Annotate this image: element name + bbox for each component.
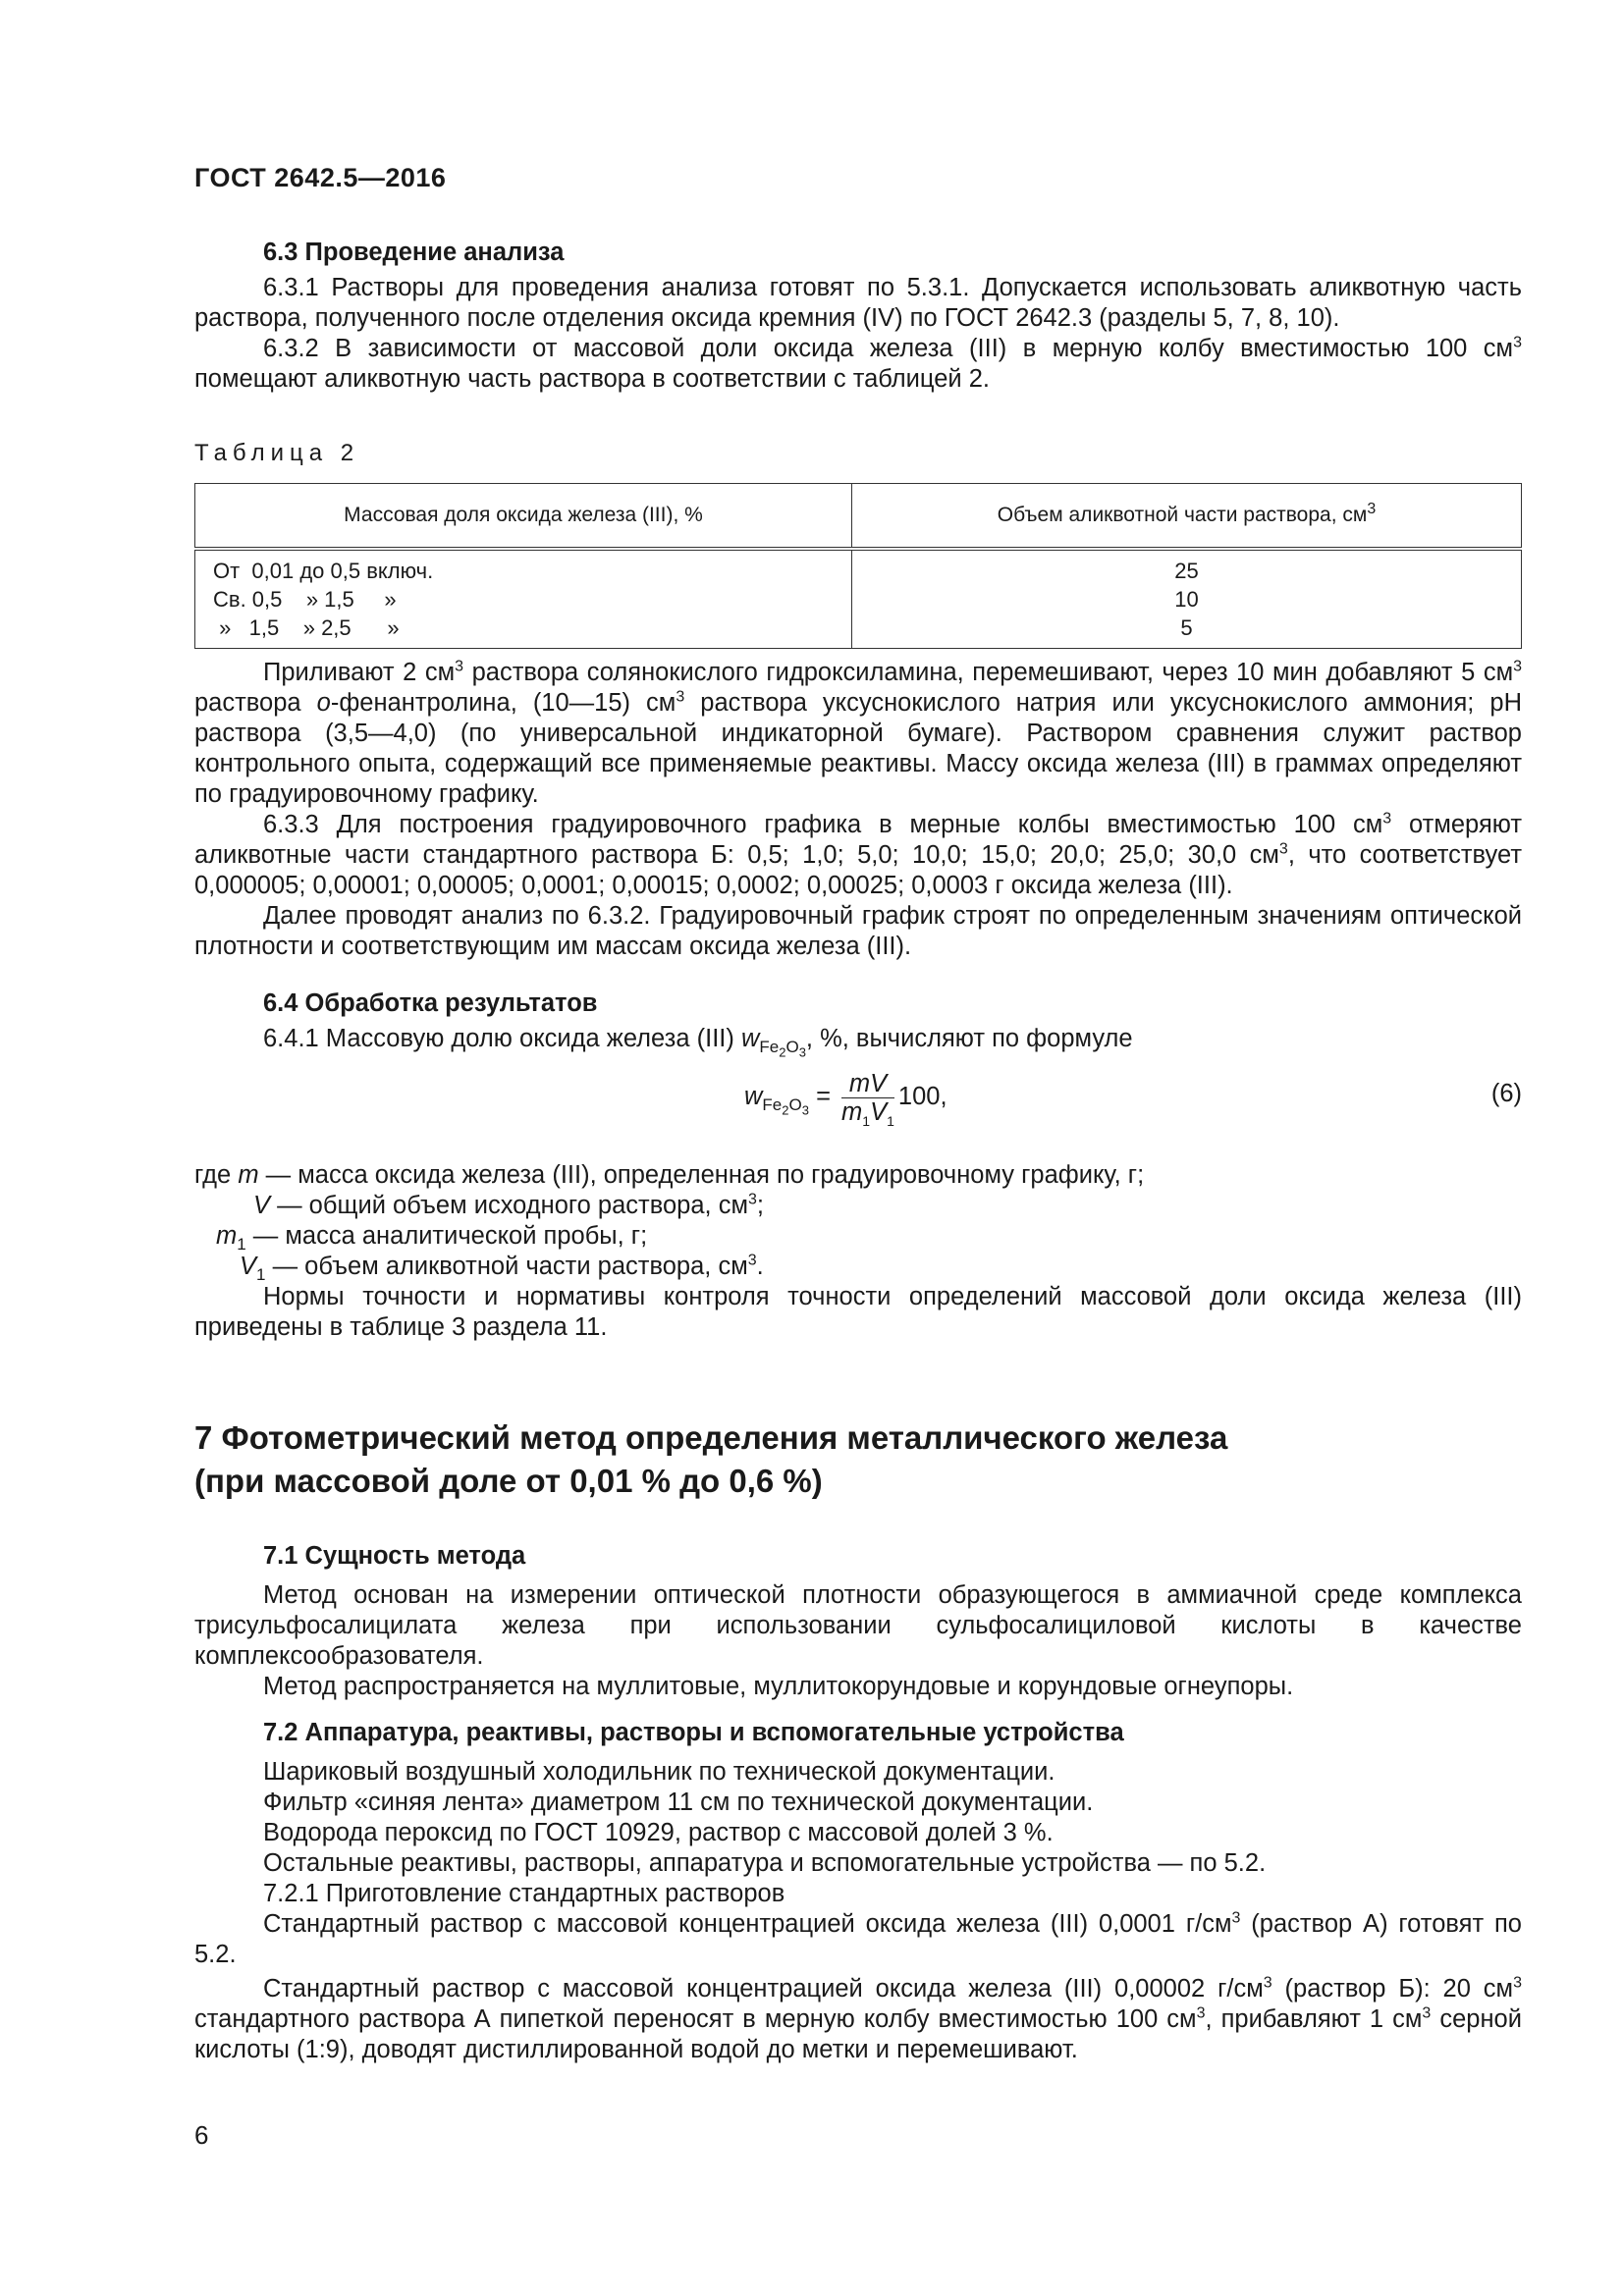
text-span: , %, вычисляют по формуле: [805, 1025, 1133, 1052]
table-cell: 10: [1174, 587, 1199, 612]
formula-lhs: w: [744, 1083, 763, 1111]
formula-tail: 100,: [897, 1083, 947, 1111]
paragraph-standard-b: Стандартный раствор с массовой концентрацией оксида железа (III) 0,00002 $г/см^3$ (раствор Б): 20 $см^3$ стандартного раствора А пипеткой переносят в мерную колбу вместимостью 100 $см^3$, прибавляют 1 $см^3$ серной кислоты (1:9), доводят дистиллированной водой до метки и перемешивают.: [194, 1974, 1522, 2063]
section-6-3: [194, 236, 1522, 395]
text-span: раствора солянокислого гидроксиламина, перемешивают, через 10 мин добавляют 5 см: [463, 659, 1514, 686]
text-span: о: [316, 689, 331, 717]
text-span: — объем аликвотной части раствора, см: [265, 1253, 748, 1280]
where-m: где m — масса оксида железа (III), определенная по градуировочному графику, г;: [194, 1161, 1145, 1189]
where-clause: [194, 1160, 1522, 1343]
table-cell: 25: [1174, 559, 1199, 583]
text-span: — масса оксида железа (III), определенная по градуировочному графику, г;: [258, 1161, 1145, 1189]
paragraph-reagents: Приливают 2 $см^3$ раствора солянокислого гидроксиламина, перемешивают, через 10 мин добавляют 5 $см^3$ раствора о-фенантролина, (10—15) $см^3$ раствора уксуснокислого натрия или уксуснокислого аммония; рН раствора (3,5—4,0) (по универсальной индикаторной бумаге). Раствором сравнения служит раствор контрольного опыта, содержащий все применяемые реактивы. Массу оксида железа (III) в граммах определяют по градуировочному графику.: [194, 658, 1523, 808]
section-heading-6-3: 6.3 Проведение анализа: [263, 239, 565, 266]
paragraph-6-4-1: 6.4.1 Массовую долю оксида железа (III) $w_{Fe_2O_3}$, %, вычисляют по формуле: [263, 1025, 1133, 1060]
text-span: Объем аликвотной части раствора, см: [997, 504, 1368, 526]
paragraph-norms: Нормы точности и нормативы контроля точности определений массовой доли оксида железа (III) приведены в таблице 3 раздела 11.: [194, 1283, 1522, 1341]
section-7-1: [194, 1539, 1522, 1702]
paragraph-6-3-3: 6.3.3 Для построения градуировочного графика в мерные колбы вместимостью 100 $см^3$ отмеряют аликвотные части стандартного раствора Б: 0,5; 1,0; 5,0; 10,0; 15,0; 20,0; 25,0; 30,0 $см^3$, что соответствует 0,000005; 0,00001; 0,00005; 0,0001; 0,00015; 0,0002; 0,00025; 0,0003 г оксида железа (III).: [194, 810, 1523, 899]
section-heading-7-2: 7.2 Аппаратура, реактивы, растворы и вспомогательные устройства: [263, 1719, 1124, 1746]
table-caption: Таблица 2: [194, 440, 360, 466]
text-span: серной кислоты (1:9), доводят дистиллированной водой до метки и перемешивают.: [194, 2005, 1522, 2063]
text-span: 6.4.1 Массовую долю оксида железа (III): [263, 1025, 741, 1052]
paragraph-standard-a: Стандартный раствор с массовой концентрацией оксида железа (III) 0,0001 $г/см^3$ (раствор А) готовят по 5.2.: [194, 1909, 1522, 1968]
paragraph-6-3-2: 6.3.2 В зависимости от массовой доли оксида железа (III) в мерную колбу вместимостью 100 $см^3$ помещают аликвотную часть раствора в соответствии с таблицей 2.: [194, 334, 1522, 393]
section-heading-6-4: 6.4 Обработка результатов: [263, 989, 598, 1017]
list-item: Фильтр «синяя лента» диаметром 11 см по технической документации.: [263, 1789, 1094, 1816]
text-span: помещают аликвотную часть раствора в соответствии с таблицей 2.: [194, 365, 990, 393]
section-heading-7-1: 7.1 Сущность метода: [263, 1542, 526, 1570]
formula-6: $w_{Fe_2O_3}$ = $\frac{mV}{m_1V_1}$ 100,: [744, 1070, 947, 1130]
where-m1: $m_1$ — масса аналитической пробы, г;: [216, 1222, 648, 1255]
section-7-heading: [194, 1416, 1522, 1503]
list-item: Остальные реактивы, растворы, аппаратура и вспомогательные устройства — по 5.2.: [263, 1849, 1267, 1877]
text-span: (раствор А) готовят по 5.2.: [194, 1910, 1522, 1968]
standard-code-header: ГОСТ 2642.5—2016: [194, 163, 447, 192]
where-V1: $V_1$ — объем аликвотной части раствора, $см^3$.: [240, 1252, 764, 1285]
table-2: [194, 483, 1522, 649]
list-item: Шариковый воздушный холодильник по технической документации.: [263, 1758, 1055, 1786]
formula-fraction: $\frac{mV}{m_1V_1}$: [841, 1070, 894, 1130]
text-span: (раствор Б): 20 см: [1271, 1975, 1514, 2002]
text-span: -фенантролина, (10—15) см: [330, 689, 676, 717]
text-span: стандартного раствора А пипеткой переносят в мерную колбу вместимостью 100 см: [194, 2005, 1197, 2033]
table-header-aliquot-volume: Объем аликвотной части раствора, $см^3$: [852, 484, 1522, 550]
list-item: 7.2.1 Приготовление стандартных растворов: [263, 1880, 785, 1907]
text-span: , прибавляют 1 см: [1205, 2005, 1423, 2033]
chapter-heading-line2: (при массовой доле от 0,01 % до 0,6 %): [194, 1463, 823, 1499]
text-span: Приливают 2 см: [263, 659, 456, 686]
text-span: раствора уксуснокислого натрия или уксуснокислого аммония; рН раствора (3,5—4,0) (по универсальной индикаторной бумаге). Раствором сравнения служит раствор контрольного опыта, содержащий все применяемые реактивы. Массу оксида железа (III) в граммах определяют по градуировочному графику.: [194, 689, 1522, 808]
text-span: — масса аналитической пробы, г;: [245, 1222, 648, 1250]
table-cell: От 0,01 до 0,5 включ.: [213, 559, 434, 583]
text-span: — общий объем исходного раствора, см: [270, 1192, 748, 1219]
section-6-4: [194, 987, 1522, 1060]
chapter-heading-line1: 7 Фотометрический метод определения металлического железа: [194, 1419, 1228, 1456]
text-span: Стандартный раствор с массовой концентрацией оксида железа (III) 0,0001 г/см: [263, 1910, 1232, 1938]
table-cell: » 1,5 » 2,5 »: [213, 615, 400, 640]
text-span: 6.3.2 В зависимости от массовой доли оксида железа (III) в мерную колбу вместимостью 100 см: [263, 335, 1514, 362]
section-7-2: [194, 1716, 1522, 2065]
text-span: отмеряют аликвотные части стандартного раствора Б: 0,5; 1,0; 5,0; 10,0; 15,0; 20,0; 25,0; 30,0 см: [194, 811, 1523, 869]
text-span: Массовая доля оксида железа (III), %: [344, 504, 703, 526]
paragraph-method-principle: Метод основан на измерении оптической плотности образующегося в аммиачной среде комплекса трисульфосалицилата железа при использовании сульфосалициловой кислоты в качестве комплексообразователя.: [194, 1581, 1522, 1670]
list-item: Водорода пероксид по ГОСТ 10929, раствор с массовой долей 3 %.: [263, 1819, 1054, 1846]
text-span: , что соответствует 0,000005; 0,00001; 0,00005; 0,0001; 0,00015; 0,0002; 0,00025; 0,0003 г оксида железа (III).: [194, 841, 1523, 899]
table-cell-volumes: [852, 549, 1522, 649]
table-header-mass-fraction: [195, 484, 852, 550]
paragraph-method-scope: Метод распространяется на муллитовые, муллитокорундовые и корундовые огнеупоры.: [263, 1673, 1294, 1700]
table-cell: 5: [1180, 615, 1193, 640]
equation-number: (6): [1490, 1080, 1522, 1107]
text-span: раствора: [194, 689, 317, 717]
text-span: 6.3.3 Для построения градуировочного графика в мерные колбы вместимостью 100 см: [263, 811, 1383, 838]
text-span: Стандартный раствор с массовой концентрацией оксида железа (III) 0,00002 г/см: [263, 1975, 1264, 2002]
where-V: V — общий объем исходного раствора, $см^3$;: [253, 1191, 764, 1219]
paragraph-calibration: Далее проводят анализ по 6.3.2. Градуировочный график строят по определенным значениям оптической плотности и соответствующим им массам оксида железа (III).: [194, 902, 1522, 960]
paragraph-6-3-1: 6.3.1 Растворы для проведения анализа готовят по 5.3.1. Допускается использовать аликвотную часть раствора, полученного после отделения оксида кремния (IV) по ГОСТ 2642.3 (разделы 5, 7, 8, 10).: [194, 274, 1522, 332]
table-cell-ranges: [195, 549, 852, 649]
page-number: 6: [194, 2120, 209, 2150]
section-after-table: [194, 658, 1522, 962]
table-cell: Св. 0,5 » 1,5 »: [213, 587, 397, 612]
